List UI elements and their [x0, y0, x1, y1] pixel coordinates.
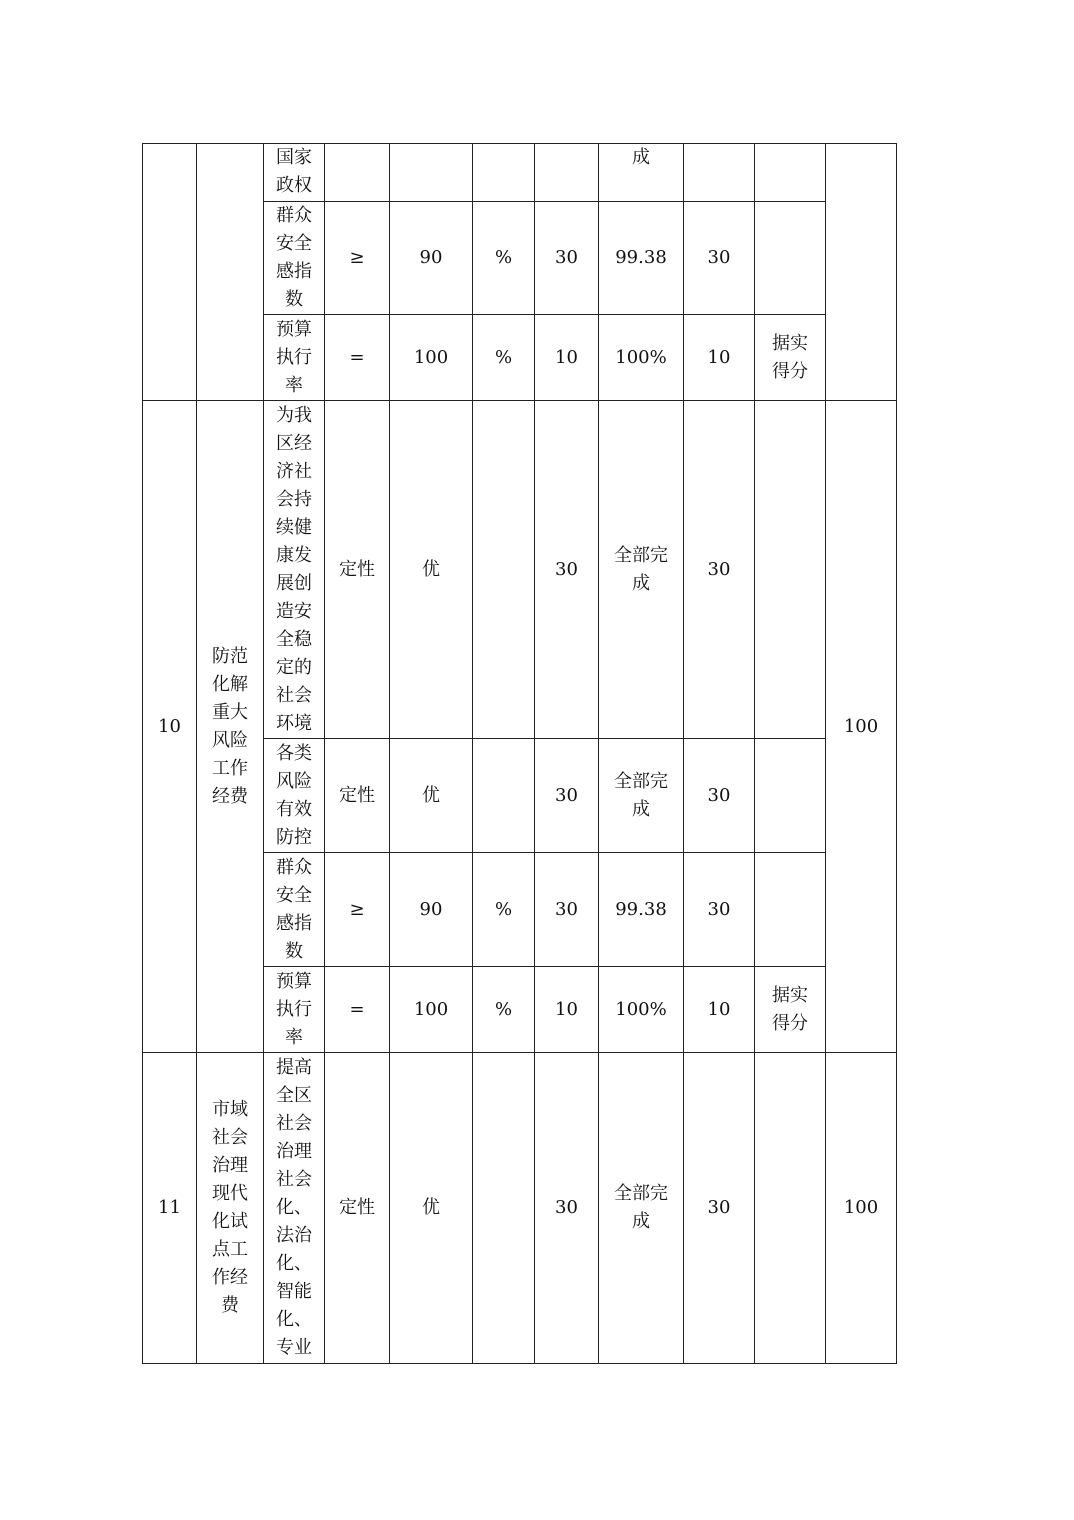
- note-cell: 据实 得分: [755, 967, 826, 1053]
- operator-cell: =: [325, 315, 390, 401]
- weight-cell: [535, 144, 599, 202]
- total-cell-empty: [826, 144, 897, 401]
- actual-cell: 100%: [599, 967, 684, 1053]
- performance-table: [142, 143, 897, 1364]
- total-score-cell: 100: [826, 1053, 897, 1364]
- indicator-cell: 预算 执行 率: [264, 967, 325, 1053]
- actual-cell: 100%: [599, 315, 684, 401]
- indicator-cell: 各类 风险 有效 防控: [264, 739, 325, 853]
- note-cell: [755, 1053, 826, 1364]
- target-cell: 100: [390, 315, 473, 401]
- actual-cell: 99.38: [599, 853, 684, 967]
- unit-cell: [473, 1053, 535, 1364]
- unit-cell: %: [473, 202, 535, 315]
- note-cell: [755, 739, 826, 853]
- score-cell: 30: [684, 853, 755, 967]
- score-cell: 10: [684, 315, 755, 401]
- operator-cell: 定性: [325, 401, 390, 739]
- seq-cell: 10: [143, 401, 197, 1053]
- indicator-cell: 预算 执行 率: [264, 315, 325, 401]
- score-cell: 30: [684, 1053, 755, 1364]
- note-cell: [755, 401, 826, 739]
- actual-cell: 成: [599, 144, 684, 202]
- indicator-cell: 国家 政权: [264, 144, 325, 202]
- target-cell: [390, 144, 473, 202]
- table-row: [143, 401, 897, 739]
- weight-cell: 30: [535, 739, 599, 853]
- total-score-cell: 100: [826, 401, 897, 1053]
- actual-cell: 全部完 成: [599, 1053, 684, 1364]
- target-cell: 优: [390, 1053, 473, 1364]
- indicator-cell: 群众 安全 感指 数: [264, 202, 325, 315]
- project-cell-empty: [197, 144, 264, 401]
- note-cell: [755, 144, 826, 202]
- seq-cell-empty: [143, 144, 197, 401]
- indicator-cell: 提高 全区 社会 治理 社会 化、 法治 化、 智能 化、 专业: [264, 1053, 325, 1364]
- target-cell: 90: [390, 853, 473, 967]
- unit-cell: %: [473, 315, 535, 401]
- unit-cell: %: [473, 853, 535, 967]
- indicator-cell: 为我 区经 济社 会持 续健 康发 展创 造安 全稳 定的 社会 环境: [264, 401, 325, 739]
- weight-cell: 30: [535, 202, 599, 315]
- operator-cell: ≥: [325, 202, 390, 315]
- unit-cell: [473, 144, 535, 202]
- unit-cell: %: [473, 967, 535, 1053]
- target-cell: 90: [390, 202, 473, 315]
- table-row: [143, 144, 897, 202]
- weight-cell: 30: [535, 853, 599, 967]
- unit-cell: [473, 739, 535, 853]
- table-row: [143, 1053, 897, 1364]
- indicator-cell: 群众 安全 感指 数: [264, 853, 325, 967]
- note-cell: [755, 202, 826, 315]
- target-cell: 优: [390, 401, 473, 739]
- score-cell: 30: [684, 401, 755, 739]
- project-name-cell: 市域 社会 治理 现代 化试 点工 作经 费: [197, 1053, 264, 1364]
- target-cell: 100: [390, 967, 473, 1053]
- project-name-cell: 防范 化解 重大 风险 工作 经费: [197, 401, 264, 1053]
- operator-cell: ≥: [325, 853, 390, 967]
- weight-cell: 10: [535, 315, 599, 401]
- unit-cell: [473, 401, 535, 739]
- operator-cell: 定性: [325, 739, 390, 853]
- note-cell: 据实 得分: [755, 315, 826, 401]
- actual-cell: 全部完 成: [599, 739, 684, 853]
- score-cell: 30: [684, 202, 755, 315]
- target-cell: 优: [390, 739, 473, 853]
- actual-cell: 99.38: [599, 202, 684, 315]
- score-cell: 30: [684, 739, 755, 853]
- note-cell: [755, 853, 826, 967]
- actual-cell: 全部完 成: [599, 401, 684, 739]
- score-cell: [684, 144, 755, 202]
- score-cell: 10: [684, 967, 755, 1053]
- operator-cell: =: [325, 967, 390, 1053]
- weight-cell: 30: [535, 1053, 599, 1364]
- weight-cell: 30: [535, 401, 599, 739]
- operator-cell: 定性: [325, 1053, 390, 1364]
- operator-cell: [325, 144, 390, 202]
- seq-cell: 11: [143, 1053, 197, 1364]
- weight-cell: 10: [535, 967, 599, 1053]
